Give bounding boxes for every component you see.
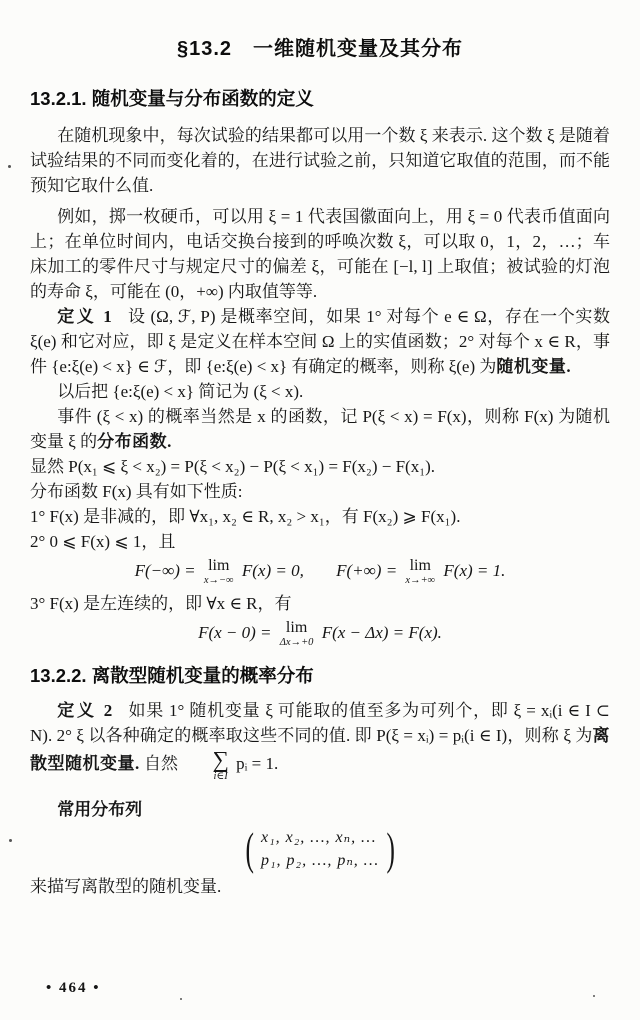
discrete-random-variable-term: 离散型随机变量. bbox=[30, 726, 610, 774]
formula-limits-pre: F(−∞) = bbox=[134, 561, 196, 581]
scanned-book-page bbox=[0, 32, 640, 1020]
page-number: • 464 • bbox=[46, 980, 101, 996]
section-heading-13-2-2: 13.2.2. 离散型随机变量的概率分布 bbox=[30, 665, 314, 686]
paragraph-describe: 来描写离散型的随机变量. bbox=[30, 876, 222, 896]
definition-2 bbox=[30, 698, 610, 783]
paragraph-intro: 在随机现象中，每次试验的结果都可以用一个数 ξ 来表示. 这个数 ξ 是随着试验结果的不同而变化着的，在进行试验之前，只知道它取值的范围，而不能预知它取什么值. bbox=[30, 126, 610, 195]
sum-condition-pre: 自然 bbox=[144, 754, 178, 774]
property-3: 3° F(x) 是左连续的，即 ∀x ∈ R，有 bbox=[30, 593, 292, 613]
left-parenthesis: ( bbox=[245, 822, 254, 874]
paragraph-event-body: 事件 (ξ < x) 的概率当然是 x 的函数，记 P(ξ < x) = F(x)，则称 F(x) 为随机变量 ξ 的 bbox=[30, 407, 610, 451]
definition-1-label: 定义 1 bbox=[57, 307, 114, 326]
definition-2-body: 如果 1° 随机变量 ξ 可能取的值至多为可列个，即 ξ = xᵢ(i ∈ I ⊂ N). 2° ξ 以各种确定的概率取这些不同的值. 即 P(ξ = xᵢ) = pᵢ(i ∈ I)，则称 ξ 为 bbox=[30, 701, 611, 745]
scan-speckle bbox=[593, 995, 595, 997]
distribution-series-matrix bbox=[30, 822, 610, 874]
property-1: 1° F(x) 是非减的，即 ∀x₁, x₂ ∈ R, x₂ > x₁，有 F(x₂) ⩾ F(x₁). bbox=[30, 507, 461, 526]
summation-operator: ∑ i∈I bbox=[212, 747, 229, 782]
matrix-rows bbox=[261, 827, 379, 870]
definition-2-label: 定义 2 bbox=[57, 701, 115, 720]
property-2: 2° 0 ⩽ F(x) ⩽ 1，且 bbox=[30, 532, 176, 551]
matrix-row-values: x₁, x₂, …, xₙ, … bbox=[260, 829, 377, 846]
scan-speckle bbox=[8, 165, 11, 168]
formula-left-cont-post: F(x − Δx) = F(x). bbox=[321, 622, 442, 642]
sum-condition-post: pᵢ = 1. bbox=[236, 754, 279, 774]
page-title: §13.2 一维随机变量及其分布 bbox=[176, 38, 464, 60]
paragraph-event bbox=[30, 404, 610, 454]
formula-limits-post: F(x) = 1. bbox=[443, 561, 506, 581]
paragraph-properties-intro: 分布函数 F(x) 具有如下性质: bbox=[30, 482, 243, 501]
definition-1-body: 设 (Ω, ℱ, P) 是概率空间，如果 1° 对每个 e ∈ Ω，存在一个实数 ξ(e) 和它对应，即 ξ 是定义在样本空间 Ω 上的实值函数；2° 对每个 x ∈ R，事件 {e:ξ(e) < x} ∈ ℱ，即 {e:ξ(e) < x} 有确定的概率，则称 ξ(e) 为 bbox=[30, 307, 611, 376]
formula-limits-mid2: F(+∞) = bbox=[336, 561, 398, 581]
limit-operator-pos-infinity: lim x→+∞ bbox=[405, 557, 436, 586]
formula-left-continuity bbox=[30, 620, 610, 649]
paragraph-example: 例如，掷一枚硬币，可以用 ξ = 1 代表国徽面向上，用 ξ = 0 代表币值面向上；在单位时间内，电话交换台接到的呼唤次数 ξ，可以取 0，1，2，…；车床加工的零件尺寸与规定尺寸的偏差 ξ，可能在 [−l, l] 上取值；被试验的灯泡的寿命 ξ，可能在 (0，+∞) 内取值等等. bbox=[30, 207, 610, 301]
scan-speckle bbox=[9, 839, 12, 842]
right-parenthesis: ) bbox=[386, 822, 395, 874]
definition-1 bbox=[30, 304, 610, 379]
distribution-function-term: 分布函数. bbox=[97, 432, 172, 451]
limit-operator-delta-x: lim Δx→+0 bbox=[279, 618, 314, 648]
formula-left-cont-pre: F(x − 0) = bbox=[198, 622, 272, 642]
matrix-row-probabilities: p₁, p₂, …, pₙ, … bbox=[260, 852, 380, 869]
page-content bbox=[0, 32, 640, 899]
paragraph-obvious: 显然 P(x₁ ⩽ ξ < x₂) = P(ξ < x₂) − P(ξ < x₁) = F(x₂) − F(x₁). bbox=[30, 457, 436, 476]
definition-1-term: 随机变量. bbox=[496, 357, 572, 376]
section-heading-13-2-1: 13.2.1. 随机变量与分布函数的定义 bbox=[30, 88, 314, 109]
distribution-series-label: 常用分布列 bbox=[57, 799, 143, 819]
paragraph-notation: 以后把 {e:ξ(e) < x} 简记为 (ξ < x). bbox=[57, 382, 304, 401]
limit-operator-neg-infinity: lim x→−∞ bbox=[203, 557, 234, 586]
formula-limits-mid: F(x) = 0, bbox=[241, 561, 304, 581]
formula-distribution-limits bbox=[30, 558, 610, 587]
scan-speckle bbox=[180, 998, 182, 1000]
